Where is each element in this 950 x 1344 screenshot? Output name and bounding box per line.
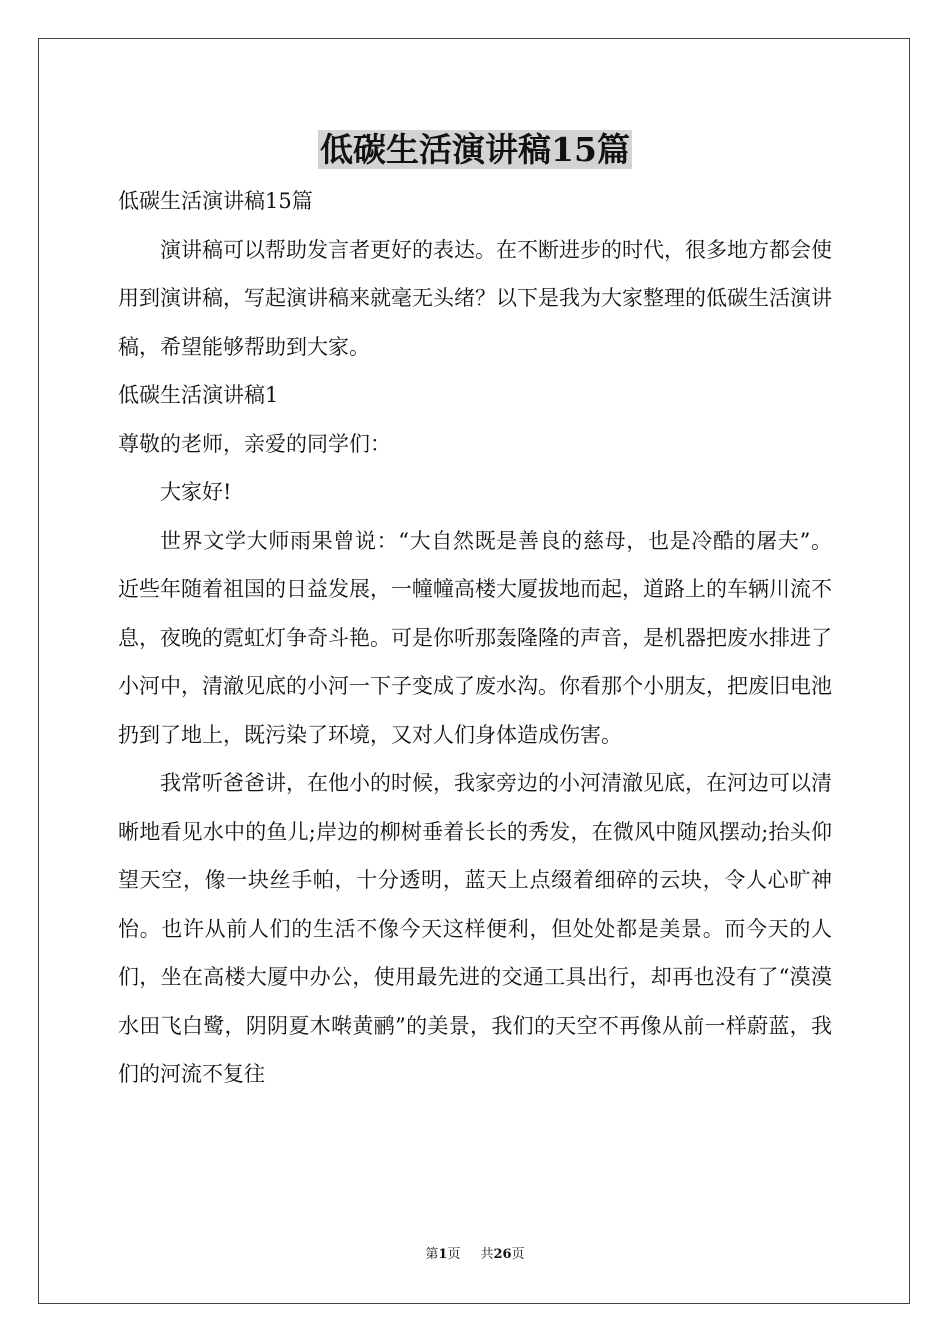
paragraph: 低碳生活演讲稿1 [118,383,279,407]
paragraph: 大家好! [160,480,232,504]
paragraph: 低碳生活演讲稿15篇 [118,189,313,213]
paragraph: 我常听爸爸讲，在他小的时候，我家旁边的小河清澈见底，在河边可以清晰地看见水中的鱼儿;岸边的柳树垂着长长的秀发，在微风中随风摆动;抬头仰望天空，像一块丝手帕，十分透明，蓝天上点缀着细碎的云块，令人心旷神怡。也许从前人们的生活不像今天这样便利，但处处都是美景。而今天的人们，坐在高楼大厦中办公，使用最先进的交通工具出行，却再也没有了“漠漠水田飞白鹭，阴阴夏木啭黄鹂”的美景，我们的天空不再像从前一样蔚蓝，我们的河流不复往 [118,771,832,1086]
page-prefix: 第 [425,1247,439,1262]
document-title [0,126,950,174]
paragraph: 尊敬的老师，亲爱的同学们： [118,431,391,456]
total-prefix: 共 [480,1247,494,1262]
total-pages: 26 [493,1247,512,1262]
document-body [118,177,832,1099]
page-footer [0,1245,950,1265]
total-suffix: 页 [511,1247,525,1262]
page-suffix: 页 [447,1247,461,1262]
paragraph: 世界文学大师雨果曾说：“大自然既是善良的慈母，也是冷酷的屠夫”。近些年随着祖国的日益发展，一幢幢高楼大厦拔地而起，道路上的车辆川流不息，夜晚的霓虹灯争奇斗艳。可是你听那轰隆隆的声音，是机器把废水排进了小河中，清澈见底的小河一下子变成了废水沟。你看那个小朋友，把废旧电池扔到了地上，既污染了环境，又对人们身体造成伤害。 [118,528,832,747]
paragraph: 演讲稿可以帮助发言者更好的表达。在不断进步的时代，很多地方都会使用到演讲稿，写起演讲稿来就毫无头绪？以下是我为大家整理的低碳生活演讲稿，希望能够帮助到大家。 [118,237,832,359]
page-number: 1 [438,1247,448,1262]
document-title-text: 低碳生活演讲稿15篇 [320,130,630,169]
